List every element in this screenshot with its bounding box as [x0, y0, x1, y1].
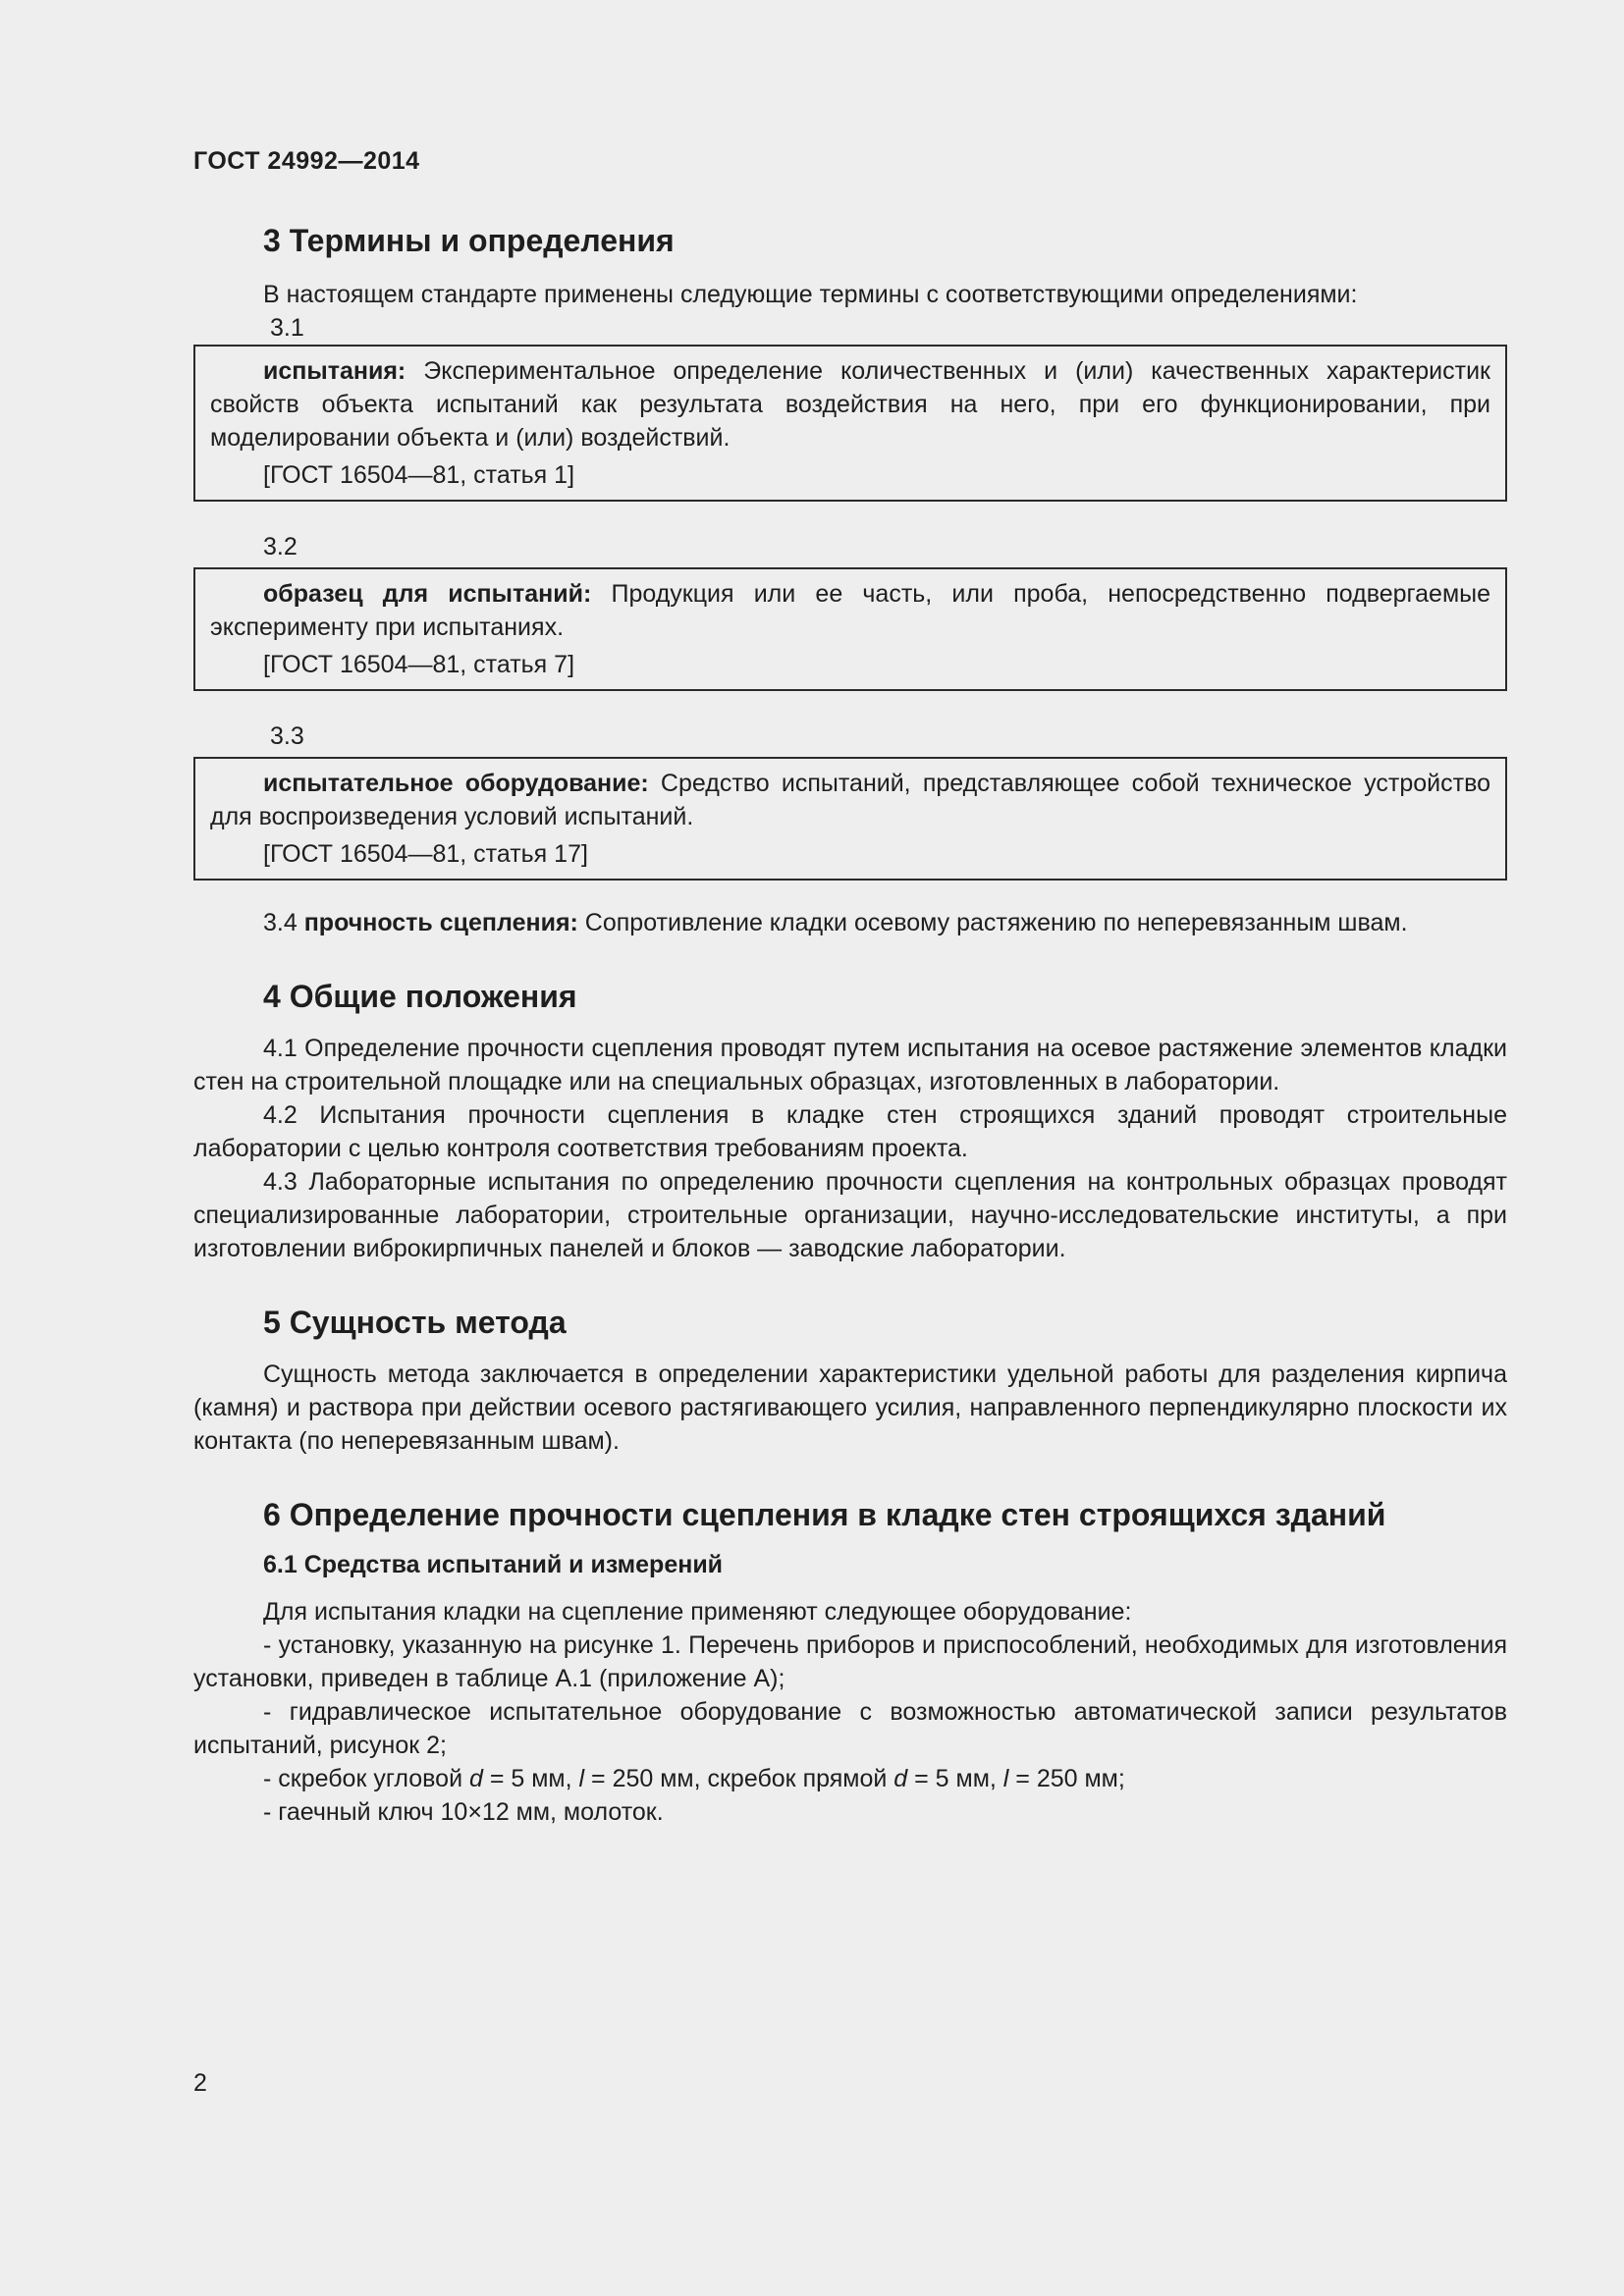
clause-4-2: 4.2 Испытания прочности сцепления в кладке стен строящихся зданий проводят строительные лаборатории с целью контроля соответствия требованиям проекта. — [193, 1101, 1507, 1162]
section-4-title: 4 Общие положения — [263, 979, 577, 1014]
term-3-4-number: 3.4 — [263, 909, 304, 936]
term-3-3-box — [193, 757, 1507, 881]
term-3-1-text: Экспериментальное определение количественных и (или) качественных характеристик свойств объекта испытаний как результата воздействия на него, при его функционировании, при моделировании объекта и (или) воздействий. — [210, 357, 1490, 452]
term-3-3-definition — [210, 767, 1490, 833]
term-3-1-definition — [210, 354, 1490, 454]
term-3-3-reference: [ГОСТ 16504—81, статья 17] — [263, 840, 588, 868]
clause-4-1: 4.1 Определение прочности сцепления проводят путем испытания на осевое растяжение элементов кладки стен на строительной площадке или на специальных образцах, изготовленных в лаборатории. — [193, 1035, 1507, 1095]
term-3-1-box — [193, 345, 1507, 502]
term-3-1-name: испытания: — [263, 357, 406, 385]
term-3-2-reference: [ГОСТ 16504—81, статья 7] — [263, 651, 575, 678]
page-number: 2 — [193, 2069, 207, 2097]
term-3-3-number: 3.3 — [270, 722, 304, 750]
variable-d: d — [469, 1765, 483, 1792]
subsection-6-1-title: 6.1 Средства испытаний и измерений — [263, 1551, 724, 1578]
variable-l: l — [578, 1765, 585, 1792]
term-3-1-reference: [ГОСТ 16504—81, статья 1] — [263, 461, 575, 489]
list-item-text: = 5 мм, — [907, 1765, 1003, 1792]
list-item: - гаечный ключ 10×12 мм, молоток. — [263, 1798, 664, 1826]
term-3-1-number: 3.1 — [270, 314, 304, 342]
list-item: - установку, указанную на рисунке 1. Перечень приборов и приспособлений, необходимых для изготовления установки, приведен в таблице А.1 (приложение А); — [193, 1631, 1507, 1692]
document-code-header: ГОСТ 24992—2014 — [193, 147, 420, 175]
section-5-paragraph: Сущность метода заключается в определении характеристики удельной работы для разделения кирпича (камня) и раствора при действии осевого растягивающего усилия, направленного перпендикулярно плоскости их контакта (по неперевязанным швам). — [193, 1361, 1507, 1455]
term-3-2-box — [193, 567, 1507, 691]
section-3-intro: В настоящем стандарте применены следующие термины с соответствующими определениями: — [263, 281, 1358, 308]
list-item-text: = 5 мм, — [482, 1765, 579, 1792]
term-3-2-text: Продукция или ее часть, или проба, непосредственно подвергаемые эксперименту при испытаниях. — [210, 580, 1490, 641]
list-item — [193, 1762, 1507, 1795]
term-3-2-number: 3.2 — [263, 533, 298, 561]
section-6-title: 6 Определение прочности сцепления в кладке стен строящихся зданий — [263, 1497, 1386, 1532]
term-3-4-text: Сопротивление кладки осевому растяжению по неперевязанным швам. — [577, 909, 1408, 936]
section-5-title: 5 Сущность метода — [263, 1305, 567, 1340]
section-3-title: 3 Термины и определения — [263, 223, 675, 258]
term-3-2-definition — [210, 577, 1490, 644]
term-3-2-name: образец для испытаний: — [263, 580, 592, 608]
subsection-6-1-intro: Для испытания кладки на сцепление применяют следующее оборудование: — [263, 1598, 1132, 1626]
list-item-text: = 250 мм; — [1008, 1765, 1125, 1792]
term-3-4-name: прочность сцепления: — [303, 909, 578, 936]
list-item: - гидравлическое испытательное оборудование с возможностью автоматической записи результатов испытаний, рисунок 2; — [193, 1698, 1507, 1759]
term-3-4-paragraph — [193, 906, 1507, 939]
term-3-3-name: испытательное оборудование: — [263, 770, 649, 797]
page-content — [193, 221, 1507, 1829]
variable-l: l — [1002, 1765, 1009, 1792]
variable-d: d — [893, 1765, 908, 1792]
list-item-text: = 250 мм, скребок прямой — [584, 1765, 894, 1792]
clause-4-3: 4.3 Лабораторные испытания по определению прочности сцепления на контрольных образцах проводят специализированные лаборатории, строительные организации, научно-исследовательские институты, а при изготовлении виброкирпичных панелей и блоков — заводские лаборатории. — [193, 1168, 1507, 1262]
list-item-text: - скребок угловой — [263, 1765, 469, 1792]
term-3-3-text: Средство испытаний, представляющее собой техническое устройство для воспроизведения условий испытаний. — [210, 770, 1490, 830]
